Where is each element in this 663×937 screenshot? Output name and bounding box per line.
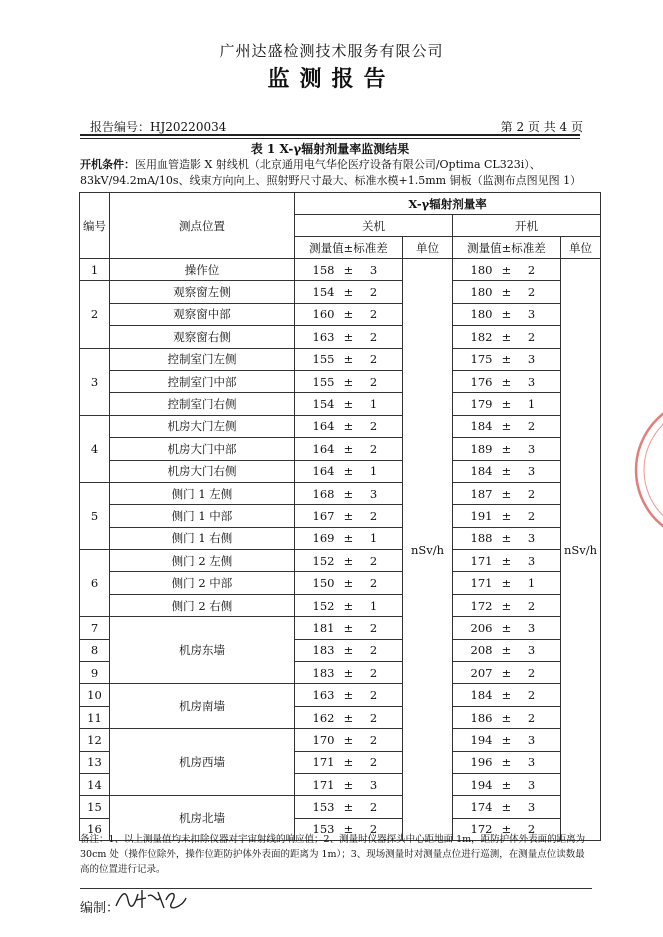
off-sd: 1 [369,397,378,412]
on-value: 179 [470,397,493,412]
off-value-cell [295,393,403,415]
off-value-cell [295,594,403,616]
plus-minus: ± [343,643,354,658]
on-value: 207 [470,665,493,680]
header-off-unit: 单位 [403,237,453,259]
plus-minus: ± [343,352,354,367]
report-title: 监测报告 [267,66,396,92]
point-location: 侧门 1 中部 [110,505,295,527]
on-value: 189 [470,441,493,456]
plus-minus: ± [501,710,512,725]
on-sd: 3 [527,553,536,568]
plus-minus: ± [501,643,512,658]
off-value-cell [295,303,403,325]
off-value: 150 [312,576,335,591]
on-sd: 2 [527,486,536,501]
off-sd: 2 [369,307,378,322]
off-value: 163 [312,329,335,344]
off-value: 183 [312,643,335,658]
on-value-cell [453,348,561,370]
header-dose-rate: X-γ辐射剂量率 [295,193,601,215]
plus-minus: ± [501,620,512,635]
table-row [80,572,601,594]
on-value-cell [453,393,561,415]
header-on-unit: 单位 [561,237,601,259]
off-sd: 2 [369,553,378,568]
point-location: 侧门 2 左侧 [110,550,295,572]
on-value: 184 [470,688,493,703]
off-value-cell [295,259,403,281]
off-sd: 1 [369,531,378,546]
point-number: 2 [80,281,110,348]
table-row [80,617,601,639]
plus-minus: ± [343,576,354,591]
header-on-value: 测量值±标准差 [453,237,561,259]
table-row [80,303,601,325]
on-value: 180 [470,285,493,300]
table-row [80,482,601,504]
on-sd: 3 [527,643,536,658]
point-number: 9 [80,662,110,684]
point-location: 观察窗中部 [110,303,295,325]
table-row [80,594,601,616]
on-value-cell [453,415,561,437]
point-number: 12 [80,729,110,751]
conditions-label: 开机条件： [80,158,135,171]
point-location: 控制室门右侧 [110,393,295,415]
operating-conditions [80,157,588,189]
on-sd: 3 [527,800,536,815]
plus-minus: ± [501,576,512,591]
on-sd: 3 [527,352,536,367]
off-value-cell [295,460,403,482]
on-value-cell [453,594,561,616]
on-value-cell [453,505,561,527]
on-value-cell [453,460,561,482]
off-value-cell [295,281,403,303]
on-sd: 1 [527,576,536,591]
on-value: 196 [470,755,493,770]
off-value-cell [295,684,403,706]
table-row [80,326,601,348]
on-value-cell [453,773,561,795]
table-row [80,729,601,751]
off-value-cell [295,370,403,392]
on-sd: 3 [527,755,536,770]
off-sd: 2 [369,800,378,815]
table-row [80,259,601,281]
off-sd: 2 [369,419,378,434]
on-value-cell [453,617,561,639]
off-sd: 1 [369,464,378,479]
point-location: 机房大门右侧 [110,460,295,482]
table-row [80,550,601,572]
point-location: 操作位 [110,259,295,281]
point-number: 5 [80,482,110,549]
header-rule-thin [80,138,580,139]
off-sd: 3 [369,262,378,277]
header-location: 测点位置 [110,193,295,259]
on-sd: 3 [527,620,536,635]
on-value: 184 [470,419,493,434]
off-value-cell [295,751,403,773]
point-number: 1 [80,259,110,281]
off-sd: 2 [369,755,378,770]
on-sd: 3 [527,464,536,479]
signature-image [112,886,192,912]
plus-minus: ± [343,441,354,456]
conditions-text: 医用血管造影 X 射线机（北京通用电气华伦医疗设备有限公司/Optima CL323i）、83kV/94.2mA/10s、线束方向向上、照射野尺寸最大、标准水模+1.5mm 铜板（监测布点图见图 1） [80,158,582,187]
off-value: 167 [312,508,335,523]
on-value: 174 [470,800,493,815]
off-value-cell [295,438,403,460]
off-sd: 2 [369,329,378,344]
off-sd: 2 [369,732,378,747]
plus-minus: ± [501,777,512,792]
point-number: 13 [80,751,110,773]
on-value-cell [453,639,561,661]
company-name: 广州达盛检测技术服务有限公司 [219,42,444,60]
on-value-cell [453,572,561,594]
on-sd: 2 [527,419,536,434]
on-value-cell [453,326,561,348]
off-unit: nSv/h [403,259,453,841]
table-row [80,505,601,527]
on-value: 172 [470,822,493,837]
plus-minus: ± [501,374,512,389]
plus-minus: ± [501,598,512,613]
plus-minus: ± [501,800,512,815]
on-value-cell [453,370,561,392]
off-value: 152 [312,553,335,568]
on-value-cell [453,281,561,303]
on-sd: 2 [527,262,536,277]
off-value-cell [295,326,403,348]
off-value-cell [295,527,403,549]
off-sd: 2 [369,352,378,367]
point-location: 机房南墙 [110,684,295,729]
plus-minus: ± [501,397,512,412]
plus-minus: ± [343,822,354,837]
off-value: 168 [312,486,335,501]
plus-minus: ± [343,374,354,389]
plus-minus: ± [501,688,512,703]
point-location: 观察窗右侧 [110,326,295,348]
point-location: 侧门 1 右侧 [110,527,295,549]
point-location: 控制室门中部 [110,370,295,392]
table-body [80,259,601,841]
point-number: 3 [80,348,110,415]
off-value: 155 [312,352,335,367]
on-value: 187 [470,486,493,501]
plus-minus: ± [343,329,354,344]
on-value-cell [453,662,561,684]
on-value-cell [453,259,561,281]
on-value-cell [453,751,561,773]
on-value-cell [453,706,561,728]
off-value-cell [295,415,403,437]
off-value: 155 [312,374,335,389]
plus-minus: ± [501,508,512,523]
on-sd: 2 [527,822,536,837]
table-caption: 表 1 X-γ辐射剂量率监测结果 [250,142,410,156]
plus-minus: ± [343,665,354,680]
off-value: 164 [312,464,335,479]
plus-minus: ± [343,307,354,322]
on-sd: 1 [527,397,536,412]
off-value: 171 [312,755,335,770]
off-value: 183 [312,665,335,680]
point-number: 16 [80,818,110,840]
on-value-cell [453,684,561,706]
point-location: 机房西墙 [110,729,295,796]
on-value: 180 [470,262,493,277]
off-sd: 3 [369,777,378,792]
on-value: 184 [470,464,493,479]
off-value: 154 [312,285,335,300]
off-sd: 2 [369,643,378,658]
off-value: 154 [312,397,335,412]
off-value-cell [295,773,403,795]
off-sd: 2 [369,441,378,456]
off-value: 153 [312,800,335,815]
header-off: 关机 [295,215,453,237]
plus-minus: ± [343,262,354,277]
on-value-cell [453,438,561,460]
off-value: 169 [312,531,335,546]
on-value: 171 [470,553,493,568]
plus-minus: ± [501,419,512,434]
point-number: 11 [80,706,110,728]
plus-minus: ± [501,822,512,837]
on-value-cell [453,729,561,751]
plus-minus: ± [343,800,354,815]
off-sd: 3 [369,486,378,501]
plus-minus: ± [501,262,512,277]
off-sd: 2 [369,576,378,591]
off-value-cell [295,550,403,572]
plus-minus: ± [343,397,354,412]
point-location: 机房东墙 [110,617,295,684]
off-sd: 2 [369,688,378,703]
on-value: 176 [470,374,493,389]
table-row [80,348,601,370]
on-sd: 2 [527,285,536,300]
header-no: 编号 [80,193,110,259]
on-value: 186 [470,710,493,725]
point-location: 机房北墙 [110,796,295,841]
plus-minus: ± [343,688,354,703]
on-sd: 2 [527,508,536,523]
point-location: 侧门 2 中部 [110,572,295,594]
off-value: 152 [312,598,335,613]
table-row [80,684,601,706]
off-value: 171 [312,777,335,792]
on-sd: 3 [527,307,536,322]
off-value-cell [295,572,403,594]
plus-minus: ± [343,755,354,770]
on-value: 171 [470,576,493,591]
off-value: 163 [312,688,335,703]
off-sd: 2 [369,665,378,680]
plus-minus: ± [343,508,354,523]
plus-minus: ± [343,620,354,635]
on-value: 180 [470,307,493,322]
off-value: 170 [312,732,335,747]
off-value-cell [295,662,403,684]
on-sd: 2 [527,665,536,680]
table-row [80,415,601,437]
off-value: 160 [312,307,335,322]
plus-minus: ± [501,553,512,568]
report-number: 报告编号：HJ20220034 [90,120,227,134]
off-sd: 2 [369,285,378,300]
off-sd: 1 [369,598,378,613]
on-value: 172 [470,598,493,613]
point-number: 15 [80,796,110,818]
on-value: 175 [470,352,493,367]
off-value: 162 [312,710,335,725]
plus-minus: ± [501,307,512,322]
point-number: 10 [80,684,110,706]
on-unit: nSv/h [561,259,601,841]
plus-minus: ± [343,732,354,747]
point-number: 8 [80,639,110,661]
table-row [80,460,601,482]
plus-minus: ± [501,285,512,300]
plus-minus: ± [343,777,354,792]
off-value-cell [295,482,403,504]
point-number: 7 [80,617,110,639]
plus-minus: ± [343,486,354,501]
plus-minus: ± [501,732,512,747]
off-value: 158 [312,262,335,277]
off-value-cell [295,706,403,728]
table-row [80,527,601,549]
plus-minus: ± [343,419,354,434]
point-location: 机房大门左侧 [110,415,295,437]
off-value-cell [295,639,403,661]
off-value-cell [295,729,403,751]
on-value-cell [453,527,561,549]
off-sd: 2 [369,374,378,389]
table-row [80,281,601,303]
dose-rate-table [79,192,601,841]
on-value-cell [453,482,561,504]
off-value-cell [295,796,403,818]
on-sd: 3 [527,531,536,546]
off-sd: 2 [369,620,378,635]
on-value: 194 [470,732,493,747]
off-sd: 2 [369,508,378,523]
table-row [80,370,601,392]
off-value-cell [295,348,403,370]
off-value: 153 [312,822,335,837]
on-value: 194 [470,777,493,792]
on-sd: 2 [527,598,536,613]
on-sd: 2 [527,688,536,703]
plus-minus: ± [501,464,512,479]
notes: 备注：1、以上测量值均未扣除仪器对宇宙射线的响应值；2、测量时仪器探头中心距地面 1m，距防护体外表面的距离为 30cm 处（操作位除外，操作位距防护体外表面的距离为 1m）；3、现场测量时对测量点位进行巡测，在测量点位读数最高的位置进行记录。 [80,834,586,875]
on-value: 188 [470,531,493,546]
editor-label: 编制： [80,901,120,916]
off-value: 164 [312,441,335,456]
plus-minus: ± [343,285,354,300]
point-location: 观察窗左侧 [110,281,295,303]
on-sd: 3 [527,441,536,456]
point-location: 控制室门左侧 [110,348,295,370]
on-sd: 3 [527,777,536,792]
on-value-cell [453,303,561,325]
on-sd: 3 [527,732,536,747]
on-sd: 3 [527,374,536,389]
point-number: 14 [80,773,110,795]
stamp-seal [628,380,663,560]
plus-minus: ± [501,531,512,546]
table-row [80,438,601,460]
point-number: 6 [80,550,110,617]
plus-minus: ± [501,329,512,344]
on-value: 182 [470,329,493,344]
on-sd: 2 [527,710,536,725]
on-value: 191 [470,508,493,523]
on-value-cell [453,550,561,572]
plus-minus: ± [501,486,512,501]
on-value-cell [453,796,561,818]
off-sd: 2 [369,822,378,837]
on-value: 208 [470,643,493,658]
header-on: 开机 [453,215,601,237]
plus-minus: ± [343,553,354,568]
point-location: 侧门 2 右侧 [110,594,295,616]
off-value-cell [295,617,403,639]
plus-minus: ± [343,710,354,725]
off-value: 164 [312,419,335,434]
plus-minus: ± [343,464,354,479]
off-value: 181 [312,620,335,635]
plus-minus: ± [501,665,512,680]
point-location: 侧门 1 左侧 [110,482,295,504]
plus-minus: ± [343,598,354,613]
plus-minus: ± [343,531,354,546]
plus-minus: ± [501,441,512,456]
page-info: 第 2 页 共 4 页 [500,120,583,134]
table-row [80,393,601,415]
on-value: 206 [470,620,493,635]
point-location: 机房大门中部 [110,438,295,460]
header-rule [80,134,580,136]
header-off-value: 测量值±标准差 [295,237,403,259]
on-sd: 2 [527,329,536,344]
point-number: 4 [80,415,110,482]
plus-minus: ± [501,352,512,367]
off-value-cell [295,505,403,527]
plus-minus: ± [501,755,512,770]
table-row [80,796,601,818]
off-sd: 2 [369,710,378,725]
